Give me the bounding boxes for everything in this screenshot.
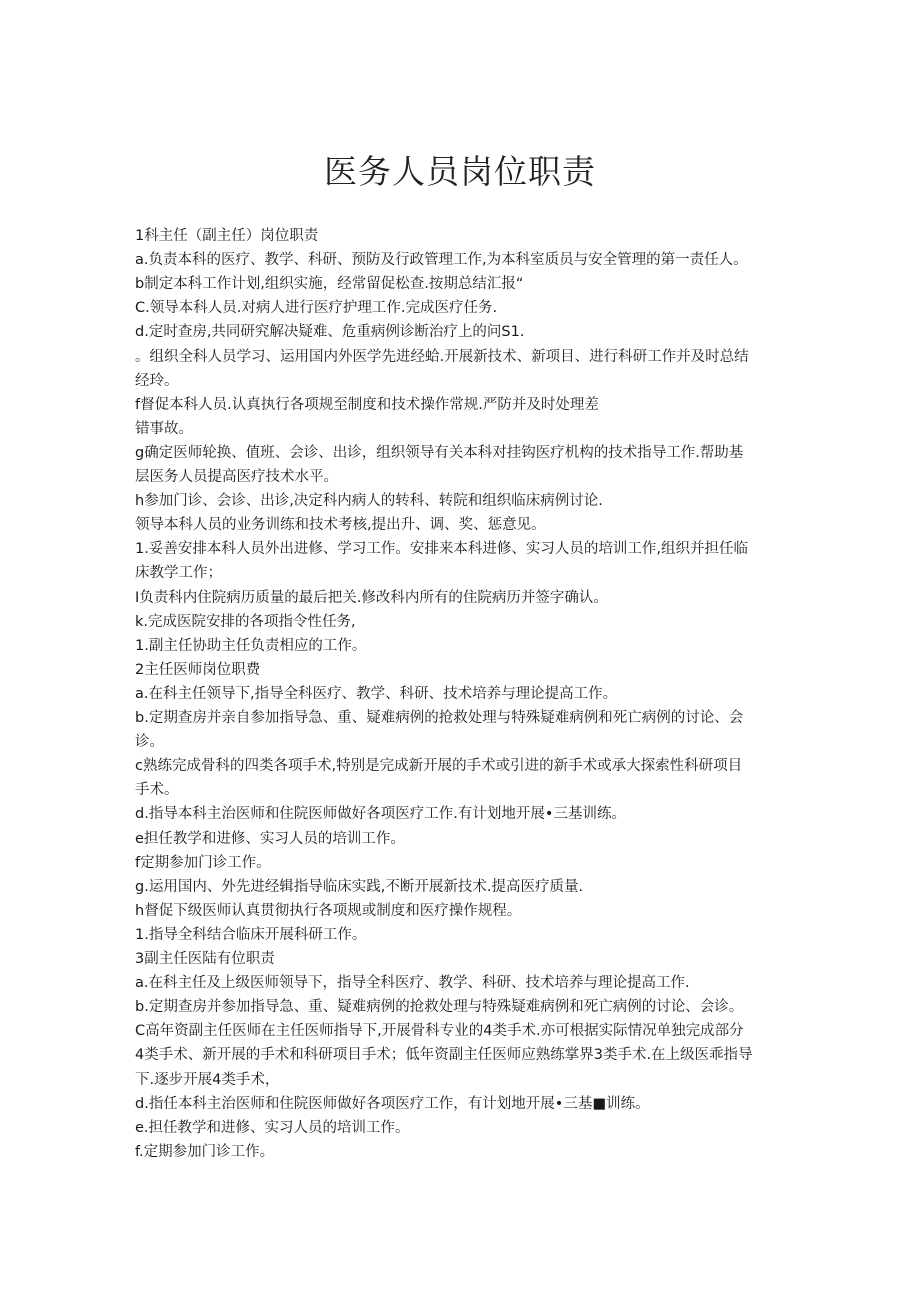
text-line: 1.妥善安排本科人员外出进修、学习工作。安排来本科进修、实习人员的培训工作,组织并担任临 xyxy=(135,541,748,558)
text-line: h督促下级医师认真贯彻执行各项规或制度和医疗操作规程。 xyxy=(135,902,522,919)
text-line: 4类手术、新开展的手术和科研项目手术；低年资副主任医师应熟练掌界3类手术.在上级医乖指导 xyxy=(135,1047,753,1064)
text-line: d.指导本科主治医师和住院医师做好各项医疗工作.有计划地开展•三基训练。 xyxy=(135,806,626,823)
text-line: 领导本科人员的业务训练和技术考核,提出升、调、奖、惩意见。 xyxy=(135,517,546,534)
text-line: 1.指导全科结合临床开展科研工作。 xyxy=(135,926,367,943)
text-line: 2主任医师岗位职费 xyxy=(135,661,261,678)
text-line: g确定医师轮换、值班、会诊、出诊，组织领导有关本科对挂钩医疗机构的技术指导工作.帮助基 xyxy=(135,444,744,461)
text-line: I负责科内住院病历质量的最后把关.修改科内所有的住院病历并签字确认。 xyxy=(135,589,608,606)
text-line: b.定期查房并亲自参加指导急、重、疑难病例的抢救处理与特殊疑难病例和死亡病例的讨论、会 xyxy=(135,710,744,726)
text-line: f定期参加门诊工作。 xyxy=(135,854,271,871)
text-line: 错事故。 xyxy=(135,420,193,437)
text-line: 下.逐步开展4类手术， xyxy=(135,1071,280,1088)
text-line: 经玲。 xyxy=(135,372,179,389)
text-line: b.定期查房并参加指导急、重、疑难病例的抢救处理与特殊疑难病例和死亡病例的讨论、会诊。 xyxy=(135,999,744,1016)
text-line: a.在科主任及上级医师领导下，指导全科医疗、教学、科研、技术培养与理论提高工作. xyxy=(135,975,690,992)
text-line: d.指任本科主治医师和住院医师做好各项医疗工作，有计划地开展•三基■训练。 xyxy=(135,1095,650,1112)
text-line: C.领导本科人员.对病人进行医疗护理工作.完成医疗任务. xyxy=(135,300,498,317)
text-line: a.在科主任领导下,指导全科医疗、教学、科研、技术培养与理论提高工作。 xyxy=(135,685,618,702)
text-line: k.完成医院安排的各项指令性任务, xyxy=(135,613,356,630)
text-line: 床教学工作； xyxy=(135,565,222,582)
text-line: f督促本科人员.认真执行各项规至制度和技术操作常规.严防并及时处理差 xyxy=(135,396,599,413)
text-line: 1科主任（副主任）岗位职责 xyxy=(135,228,319,244)
document-title: 医务人员岗位职责 xyxy=(324,152,596,191)
text-line: 。组织全科人员学习、运用国内外医学先进经蛤.开展新技术、新项目、进行科研工作并及时总结 xyxy=(135,348,749,365)
text-line: 层医务人员提高医疗技术水平。 xyxy=(135,469,338,485)
text-line: 手术。 xyxy=(135,782,179,799)
text-line: h参加门诊、会诊、出诊,决定科内病人的转科、转院和组织临床病例讨论. xyxy=(135,493,603,510)
text-line: 1.副主任协助主任负责相应的工作。 xyxy=(135,637,367,654)
text-line: c熟练完成骨科的四类各项手术,特别是完成新开展的手术或引进的新手术或承大探索性科研项目 xyxy=(135,758,743,775)
text-line: e担任教学和进修、实习人员的培训工作。 xyxy=(135,830,405,847)
text-line: e.担任教学和进修、实习人员的培训工作。 xyxy=(135,1119,410,1136)
text-line: f.定期参加门诊工作。 xyxy=(135,1143,275,1160)
text-line: g.运用国内、外先进经辑指导临床实践,不断开展新技术.提高医疗质量. xyxy=(135,878,584,895)
text-line: d.定时查房,共同研究解决疑难、危重病例诊断治疗上的问S1. xyxy=(135,324,525,341)
text-line: 3副主任医陆有位职责 xyxy=(135,951,275,967)
text-line: C高年资副主任医师在主任医师指导下,开展骨科专业的4类手术.亦可根据实际情况单独完成部分 xyxy=(135,1023,744,1040)
text-line: 诊。 xyxy=(135,734,164,751)
text-line: a.负责本科的医疗、教学、科研、预防及行政管理工作,为本科室质员与安全管理的第一责任人。 xyxy=(135,252,748,269)
text-line: b制定本科工作计划,组织实施，经常留促松查.按期总结汇报“ xyxy=(135,276,524,293)
